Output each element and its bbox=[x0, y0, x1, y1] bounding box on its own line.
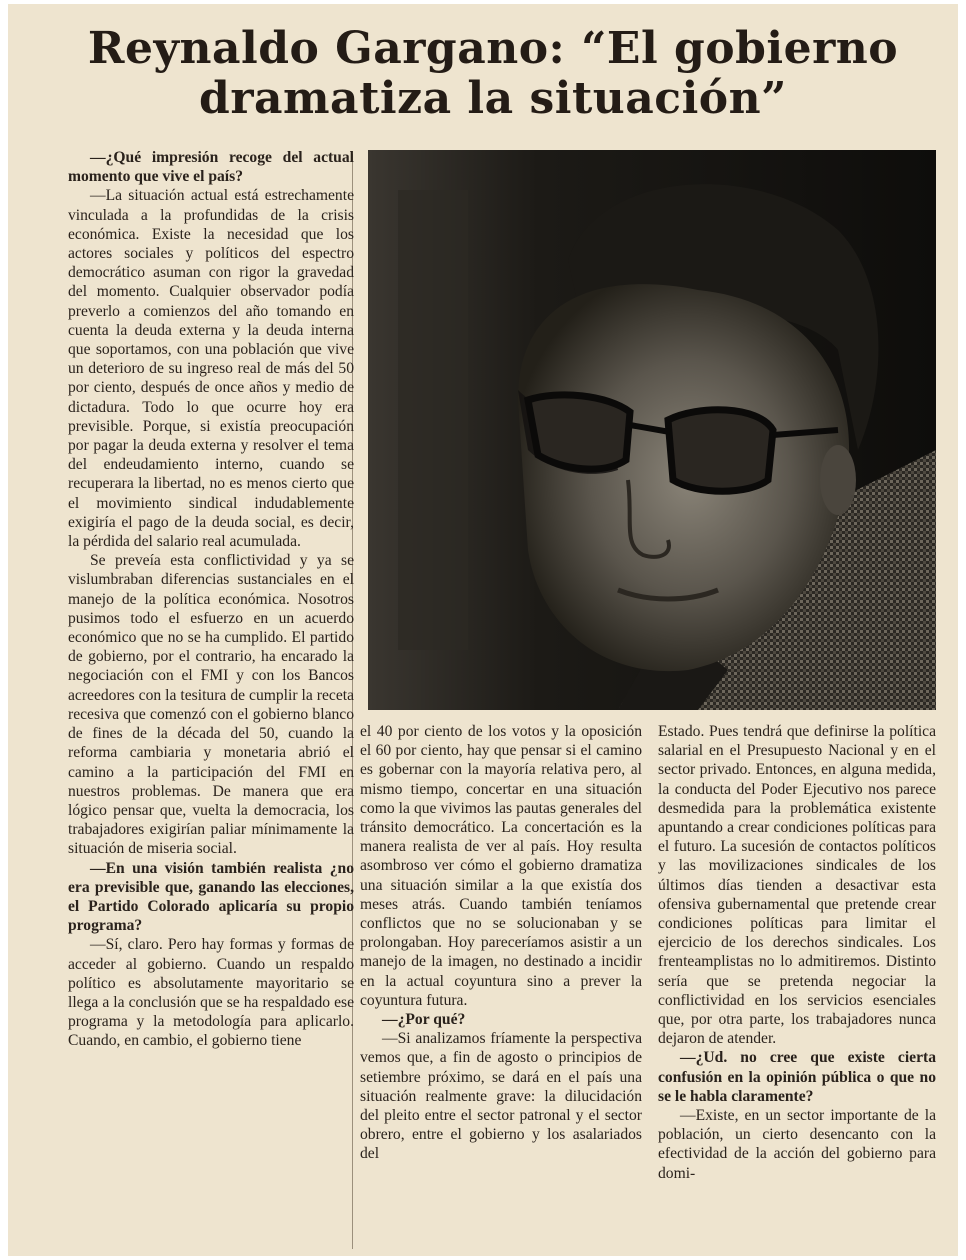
headline-line-1: Reynaldo Gargano: “El gobierno bbox=[87, 23, 899, 74]
interview-answer: —Si analizamos fríamente la perspectiva vemos que, a fin de agosto o principios de setiembre próximo, se dará en el país una situación realmente grave: la dilucidación del pleito entre el sector patronal y el sector obrero, entre el gobierno y los asalariados del bbox=[360, 1030, 642, 1163]
article-column-3 bbox=[658, 722, 936, 1252]
interview-question: —¿Ud. no cree que existe cierta confusión en la opinión pública o que no se le habla claramente? bbox=[658, 1049, 936, 1105]
interview-answer: —Sí, claro. Pero hay formas y formas de acceder al gobierno. Cuando un respaldo político es absolutamente mayoritario se llega a la conclusión que se ha respaldado ese programa y la metodología para aplicarlo. Cuando, en cambio, el gobierno tiene bbox=[68, 936, 354, 1050]
interview-question: —¿Qué impresión recoge del actual momento que vive el país? bbox=[68, 149, 354, 186]
interview-answer: —Existe, en un sector importante de la población, un cierto desencanto con la efectividad de la acción del gobierno para domi- bbox=[658, 1107, 936, 1182]
interview-question: —¿Por qué? bbox=[382, 1011, 466, 1029]
headline-line-2: dramatiza la situación” bbox=[199, 73, 787, 124]
article-column-2 bbox=[360, 722, 642, 1252]
portrait-photo bbox=[368, 150, 936, 710]
interview-answer-continued: el 40 por ciento de los votos y la oposición el 60 por ciento, hay que pensar si el camino es gobernar con la mayoría relativa pero, al mismo tiempo, concertar en una situación como la que vivimos las pautas generales del tránsito democrático. La concertación es la manera realista de ver al país. Hoy resulta asombroso ver cómo el gobierno dramatiza una situación similar a la que existía dos meses atrás. Cuando también teníamos conflictos que no se solucionaban y se prolongaban. Hoy pareceríamos asistir a un manejo de la imagen, no destinado a incidir en la actual coyuntura sino a prever la coyuntura futura. bbox=[360, 723, 642, 1009]
interview-answer-continued: Estado. Pues tendrá que definirse la política salarial en el Presupuesto Nacional y en el sector privado. Entonces, en alguna medida, la conducta del Poder Ejecutivo nos parece desmedida para la problemática existente apuntando a crear condiciones políticas para el futuro. La sucesión de contactos políticos y las movilizaciones sindicales de los últimos días tienden a desactivar esta ofensiva gubernamental que pretende crear condiciones políticas para limitar el ejercicio de los derechos sindicales. Los frenteamplistas no lo admitiremos. Distinto sería que se pretenda negociar la conflictividad en los servicios esenciales que, por otra parte, los trabajadores nunca dejaron de atender. bbox=[658, 723, 936, 1048]
interview-question: —En una visión también realista ¿no era previsible que, ganando las elecciones, el Partido Colorado aplicaría su propio programa? bbox=[68, 859, 354, 935]
headline bbox=[68, 24, 918, 124]
interview-answer: Se preveía esta conflictividad y ya se vislumbraban diferencias sustanciales en el manejo de la política económica. Nosotros pusimos todo el esfuerzo en un acuerdo económico que no se ha cumplido. El partido de gobierno, por el contrario, ha encarado la negociación con el FMI y con los Bancos acreedores con la tesitura de cumplir la receta recesiva que comenzó con el gobierno blanco de fines de la década del 50, cuando la reforma cambiaria y monetaria abrió el camino a la participación del FMI en nuestros problemas. De manera que era lógico pensar que, vuelta la democracia, los trabajadores exigirían paliar mínimamente la situación de miseria social. bbox=[68, 552, 354, 858]
newspaper-clipping bbox=[8, 4, 958, 1256]
interview-answer: —La situación actual está estrechamente vinculada a la profundidas de la crisis económica. Existe la necesidad que los actores sociales y políticos del espectro democrático asuman con rigor la gravedad del momento. Cualquier observador podía preverlo a comienzos del año tomando en cuenta la deuda externa y la deuda interna que soportamos, con una población que vive un deterioro de su ingreso real de más del 50 por ciento, después de once años y medio de dictadura. Todo lo que ocurre hoy era previsible. Porque, si existía preocupación por pagar la deuda externa y resolver el tema del endeudamiento interno, cuando se recuperara la libertad, no es menos cierto que el movimiento sindical indudablemente exigiría el pago de la deuda social, es decir, la pérdida del salario real acumulada. bbox=[68, 187, 354, 551]
article-column-1 bbox=[68, 148, 354, 1252]
